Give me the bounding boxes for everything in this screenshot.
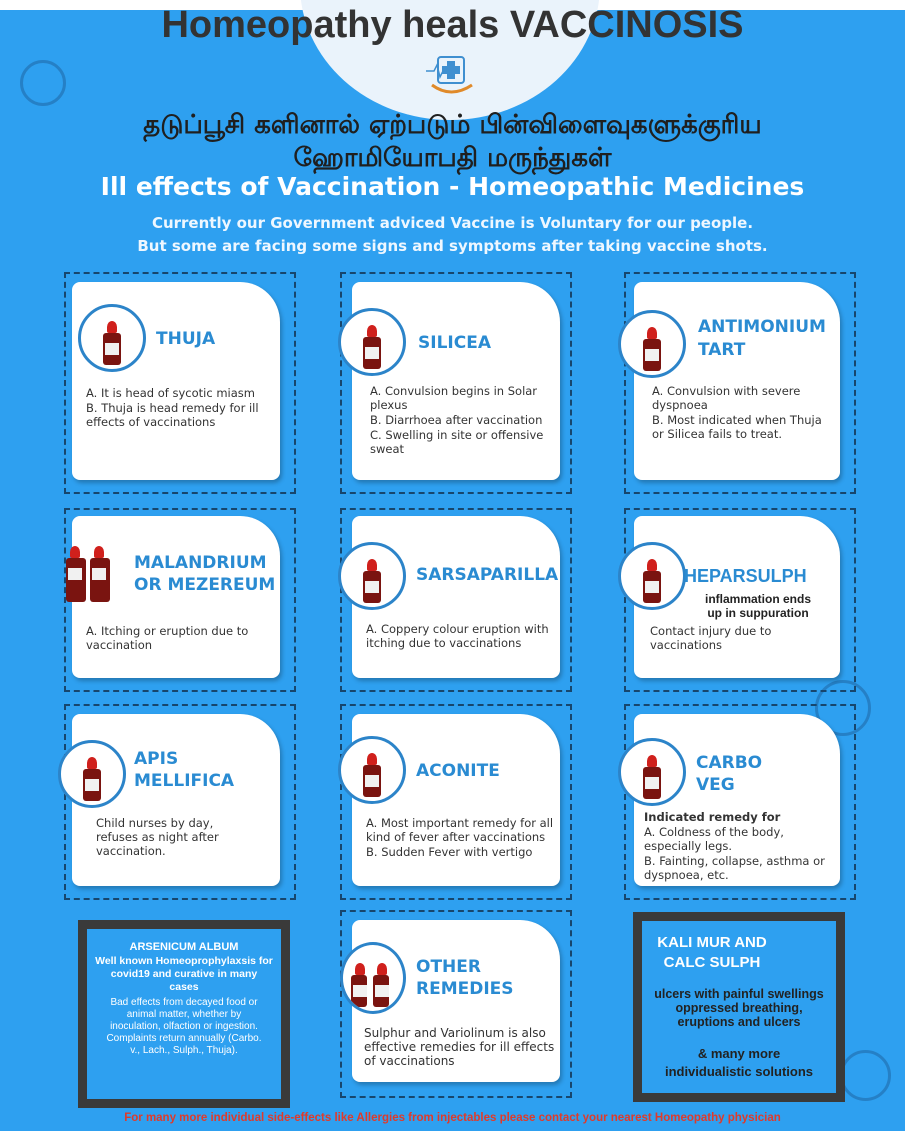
- remedy-name: ACONITE: [416, 761, 500, 781]
- remedy-name-line2: VEG: [696, 775, 735, 795]
- remedy-lead: Indicated remedy for: [644, 810, 781, 824]
- page-title: Homeopathy heals VACCINOSIS: [161, 4, 744, 46]
- medicine-bottle-icon: [618, 542, 686, 610]
- remedy-point: A. Convulsion begins in Solar plexus: [370, 384, 538, 412]
- remedy-point: A. Coldness of the body, especially legs.: [644, 825, 784, 853]
- kali-more-line1: & many more: [697, 1046, 781, 1061]
- card-aconite: [352, 714, 560, 886]
- remedy-points: [644, 825, 836, 883]
- remedy-name-line2: OR MEZEREUM: [134, 575, 276, 595]
- arsenicum-box: [78, 920, 290, 1108]
- remedy-name-line1: OTHER: [416, 957, 481, 977]
- medicine-bottle-icon: [618, 738, 686, 806]
- card-carbo: [634, 714, 840, 886]
- remedy-point: B. Sudden Fever with vertigo: [366, 845, 533, 859]
- tamil-heading-line2: ஹோமியோபதி மருந்துகள்: [293, 143, 612, 173]
- remedy-points: [86, 386, 266, 430]
- remedy-points: [366, 622, 552, 651]
- remedy-point: A. Itching or eruption due to vaccination: [86, 624, 249, 652]
- remedy-name-line2: TART: [698, 340, 746, 360]
- kali-text-line3: eruptions and ulcers: [677, 1015, 801, 1029]
- remedy-point: B. Most indicated when Thuja or Silicea fails to treat.: [652, 413, 822, 441]
- remedy-points: [86, 624, 272, 653]
- card-heparsulph: [634, 516, 840, 678]
- card-antimonium: [634, 282, 840, 480]
- remedy-name: THUJA: [156, 329, 216, 349]
- remedy-points: [652, 384, 832, 442]
- remedy-point: A. Convulsion with severe dyspnoea: [652, 384, 801, 412]
- kali-more-line2: individualistic solutions: [664, 1064, 814, 1079]
- remedy-points: [366, 816, 554, 860]
- remedy-text: Child nurses by day, refuses as night after vaccination.: [96, 816, 219, 858]
- footer-note: For many more individual side-effects like Allergies from injectables please contact your nearest Homeopathy physician: [124, 1112, 781, 1124]
- medicine-bottle-icon: [618, 310, 686, 378]
- virus-icon: [840, 1050, 891, 1101]
- remedy-text: Sulphur and Variolinum is also effective remedies for ill effects of vaccinations: [364, 1026, 555, 1068]
- medicine-bottle-icon: [338, 542, 406, 610]
- remedy-name-line1: MALANDRIUM: [134, 553, 267, 573]
- remedy-note-line1: inflammation ends: [704, 592, 811, 606]
- remedy-point: B. Thuja is head remedy for ill effects of vaccinations: [86, 401, 259, 429]
- remedy-point: B. Diarrhoea after vaccination: [370, 413, 543, 427]
- card-other: [352, 920, 560, 1082]
- section-heading: Ill effects of Vaccination - Homeopathic Medicines: [100, 172, 805, 201]
- medical-cross-logo-icon: [424, 55, 478, 95]
- remedy-note-line2: up in suppuration: [707, 606, 809, 620]
- remedy-point: A. It is head of sycotic miasm: [86, 386, 255, 400]
- remedy-name-line2: REMEDIES: [416, 979, 514, 999]
- kali-title-line1: KALI MUR AND: [657, 934, 767, 951]
- medicine-bottle-icon: [78, 304, 146, 372]
- remedy-name: SILICEA: [418, 333, 491, 353]
- remedy-name: SARSAPARILLA: [416, 565, 559, 585]
- remedy-name-line1: CARBO: [696, 753, 763, 773]
- intro-line1: Currently our Government adviced Vaccine is Voluntary for our people.: [151, 214, 754, 232]
- intro-line2: But some are facing some signs and symptoms after taking vaccine shots.: [137, 237, 768, 255]
- card-sarsaparilla: [352, 516, 560, 678]
- virus-icon: [20, 60, 66, 106]
- card-silicea: [352, 282, 560, 480]
- remedy-name-line1: ANTIMONIUM: [698, 317, 826, 337]
- medicine-bottle-icon: [338, 736, 406, 804]
- remedy-point: A. Coppery colour eruption with itching due to vaccinations: [366, 622, 549, 650]
- remedy-name: HEPARSULPH: [684, 566, 807, 586]
- remedy-point: A. Most important remedy for all kind of fever after vaccinations: [366, 816, 554, 844]
- kali-box: [633, 912, 845, 1102]
- arsenicum-text: Bad effects from decayed food or animal matter, whether by inoculation, olfaction or ingestion. Complaints return annually (Carbo. v., Lach., Sulph., Thuja).: [106, 997, 262, 1056]
- medicine-bottle-icon: [338, 308, 406, 376]
- medicine-bottle-icon: [66, 540, 116, 602]
- remedy-point: C. Swelling in site or offensive sweat: [370, 428, 544, 456]
- arsenicum-title: ARSENICUM ALBUM: [129, 941, 239, 953]
- card-thuja: [72, 282, 280, 480]
- kali-title-line2: CALC SULPH: [663, 954, 761, 971]
- medicine-bottle-icon: [58, 740, 126, 808]
- card-apis: [72, 714, 280, 886]
- arsenicum-subtitle: Well known Homeoprophylaxsis for covid19 and curative in many cases: [95, 955, 273, 993]
- medicine-bottle-icon: [340, 942, 406, 1014]
- kali-text-line2: oppressed breathing,: [675, 1001, 803, 1015]
- remedy-name-line1: APIS: [134, 749, 179, 769]
- kali-text-line1: ulcers with painful swellings: [654, 987, 824, 1001]
- card-malandrium: [72, 516, 280, 678]
- remedy-name-line2: MELLIFICA: [134, 771, 235, 791]
- remedy-point: B. Fainting, collapse, asthma or dyspnoea, etc.: [644, 854, 825, 882]
- remedy-text: Contact injury due to vaccinations: [650, 624, 772, 652]
- remedy-points: [370, 384, 550, 457]
- tamil-heading-line1: தடுப்பூசி களினால் ஏற்படும் பின்விளைவுகளுக்குரிய: [143, 110, 762, 140]
